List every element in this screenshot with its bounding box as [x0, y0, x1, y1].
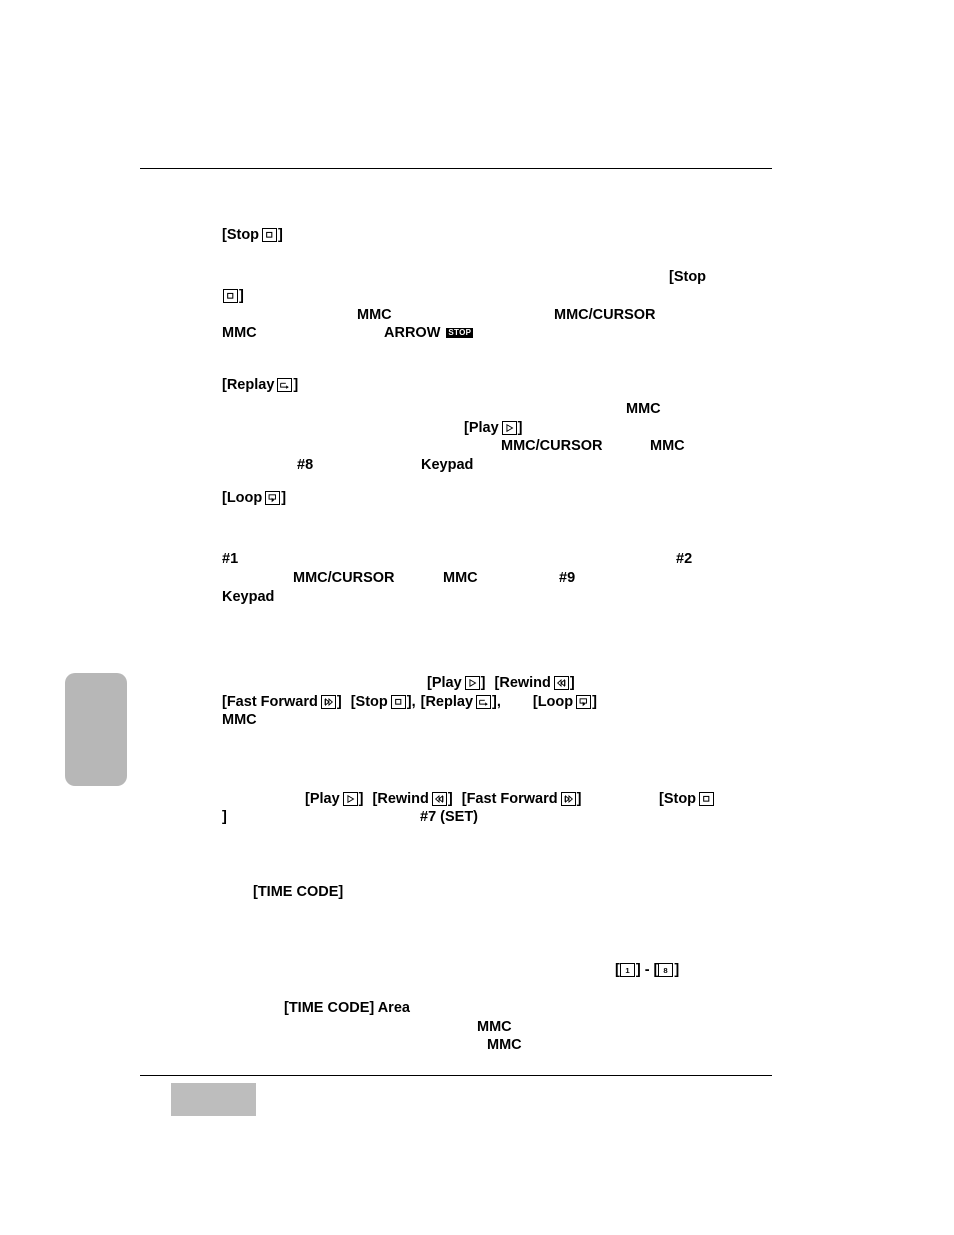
mmc-label: MMC — [357, 307, 392, 323]
loop-heading: [Loop ] — [222, 490, 287, 506]
stop-ref-cont: ] — [220, 287, 244, 305]
hash1-label: #1 — [222, 551, 239, 567]
loop-icon — [265, 491, 280, 505]
stop-ref-right: [Stop — [669, 269, 707, 285]
fast-forward-icon — [561, 792, 576, 806]
page-number-box — [171, 1083, 256, 1116]
play-icon — [343, 792, 358, 806]
time-code-area-label: [TIME CODE] Area — [284, 1000, 410, 1016]
bottom-rule — [140, 1075, 772, 1076]
keypad-label: Keypad — [421, 457, 474, 473]
stop-icon — [262, 228, 277, 242]
rewind-icon — [554, 676, 569, 690]
number-key-8-icon — [658, 963, 673, 977]
keypad-label: Keypad — [222, 589, 275, 605]
loop-icon — [576, 695, 591, 709]
replay-icon — [277, 378, 292, 392]
stop-icon — [699, 792, 714, 806]
mmc-label: MMC — [443, 570, 478, 586]
mmc-label: MMC — [487, 1037, 522, 1053]
mmc-cursor-label: MMC/CURSOR — [554, 307, 656, 323]
play-rewind-row: [Play ] [Rewind ] — [427, 675, 575, 691]
stop-badge-icon: STOP — [448, 328, 472, 337]
top-rule — [140, 168, 772, 169]
close-bracket: ] — [222, 809, 227, 825]
arrow-stop-label: ARROW STOP — [384, 325, 472, 341]
replay-heading: [Replay ] — [222, 377, 299, 393]
number-key-range: [ 1 ] - [ 8 ] — [615, 962, 680, 978]
hash9-label: #9 — [559, 570, 576, 586]
mmc-label: MMC — [477, 1019, 512, 1035]
stop-icon — [391, 695, 406, 709]
play-icon — [502, 421, 517, 435]
stop-heading: [Stop ] — [222, 227, 283, 243]
number-key-8-text: 8 — [663, 966, 669, 975]
mmc-cursor-label: MMC/CURSOR — [293, 570, 395, 586]
chapter-tab — [65, 673, 127, 786]
replay-icon — [476, 695, 491, 709]
mmc-label: MMC — [222, 325, 257, 341]
rewind-icon — [432, 792, 447, 806]
transport-row-2: [Fast Forward ] [Stop ], [Replay ], [Loop ] — [222, 694, 597, 710]
number-key-1-icon — [620, 963, 635, 977]
stop-ref-row3: [Stop — [659, 790, 715, 808]
hash8-label: #8 — [297, 457, 314, 473]
mmc-label: MMC — [626, 401, 661, 417]
fast-forward-icon — [321, 695, 336, 709]
time-code-heading: [TIME CODE] — [253, 884, 344, 900]
stop-icon — [223, 289, 238, 303]
play-icon — [465, 676, 480, 690]
hash2-label: #2 — [676, 551, 693, 567]
mmc-label: MMC — [650, 438, 685, 454]
mmc-cursor-label: MMC/CURSOR — [501, 438, 603, 454]
transport-row-3: [Play ] [Rewind ] [Fast Forward ] — [305, 791, 582, 807]
mmc-label: MMC — [222, 712, 257, 728]
play-ref: [Play ] — [464, 420, 523, 436]
number-key-1-text: 1 — [625, 966, 630, 975]
set-label: #7 (SET) — [420, 809, 479, 825]
